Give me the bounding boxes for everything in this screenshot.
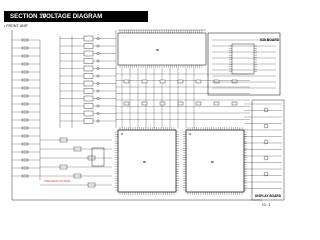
small-component [232,102,237,105]
driver-stage [84,119,93,124]
display-board-frame [252,100,284,200]
small-component [232,80,237,83]
section-title: VOLTAGE DIAGRAM [42,13,103,20]
driver-stage [84,89,93,94]
display-led [264,156,268,160]
driver-stage [84,51,93,56]
driver-stage [84,59,93,64]
driver-stage [84,36,93,41]
pin1-marker [189,133,191,135]
small-component [124,102,129,105]
specified-voltage-note: SPECIFIED VOLTAGE [44,180,71,183]
driver-stage [84,81,93,86]
display-led [264,140,268,144]
small-component [160,80,165,83]
display-led [264,124,268,128]
icb-board-label: ICB BOARD [260,38,280,42]
small-component [160,102,165,105]
small-component [196,102,201,105]
left-processor-ic [118,130,176,192]
driver-stage [84,74,93,79]
display-board-label: DISPLAY BOARD [255,194,282,198]
page-number: 10 - 1 [262,203,271,207]
driver-stage [84,96,93,101]
driver-stage [84,111,93,116]
driver-stage [84,104,93,109]
small-component [178,80,183,83]
small-component [178,102,183,105]
left-border-wire [12,30,262,200]
section-number: SECTION 10 [10,13,47,20]
regulator-ic [92,148,104,166]
icb-chip [232,44,254,74]
unit-subtitle: • FRONT UNIT [4,24,28,28]
small-component [142,80,147,83]
driver-stage [84,44,93,49]
small-component [196,80,201,83]
small-component [214,102,219,105]
top-ic-label: IC [156,48,159,52]
left-processor-label: IC [143,160,146,164]
display-led [264,108,268,112]
small-component [142,102,147,105]
top-ic-block [118,33,206,65]
small-component [214,80,219,83]
small-component [124,80,129,83]
pin1-marker [121,133,123,135]
right-processor-ic [186,130,244,192]
right-processor-label: IC [211,160,214,164]
driver-stage [84,66,93,71]
